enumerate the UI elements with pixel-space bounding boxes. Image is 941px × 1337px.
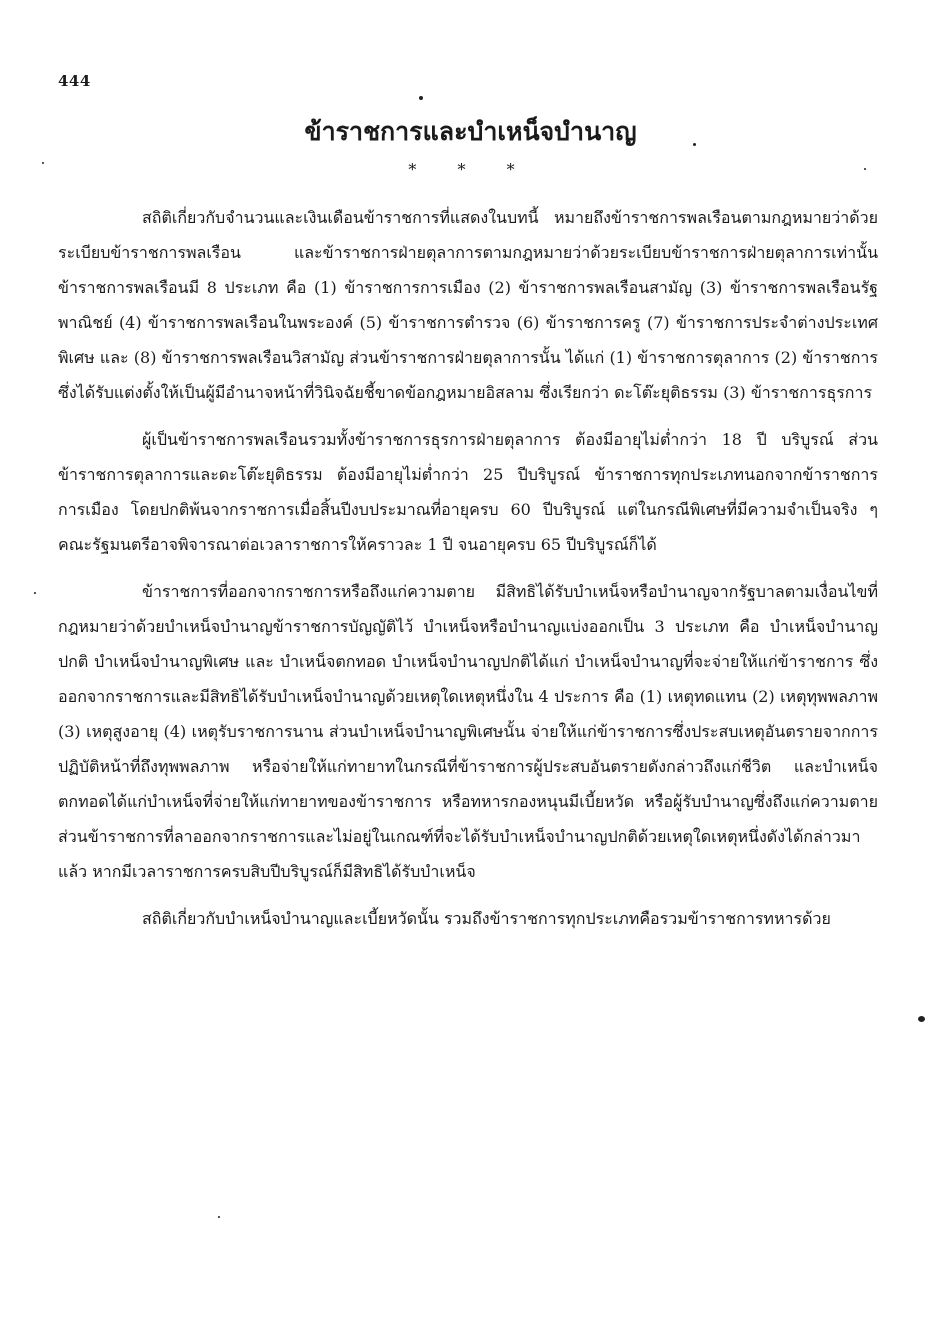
body-text — [58, 200, 878, 948]
paragraph-1: สถิติเกี่ยวกับจำนวนและเงินเดือนข้าราชการที่แสดงในบทนี้ หมายถึงข้าราชการพลเรือนตามกฎหมายว่าด้วยระเบียบข้าราชการพลเรือน และข้าราชการฝ่ายตุลาการตามกฎหมายว่าด้วยระเบียบข้าราชการฝ่ายตุลาการเท่านั้น ข้าราชการพลเรือนมี 8 ประเภท คือ (1) ข้าราชการการเมือง (2) ข้าราชการพลเรือนสามัญ (3) ข้าราชการพลเรือนรัฐพาณิชย์ (4) ข้าราชการพลเรือนในพระองค์ (5) ข้าราชการตำรวจ (6) ข้าราชการครู (7) ข้าราชการประจำต่างประเทศพิเศษ และ (8) ข้าราชการพลเรือนวิสามัญ ส่วนข้าราชการฝ่ายตุลาการนั้น ได้แก่ (1) ข้าราชการตุลาการ (2) ข้าราชการซึ่งได้รับแต่งตั้งให้เป็นผู้มีอำนาจหน้าที่วินิจฉัยชี้ขาดข้อกฎหมายอิสลาม ซึ่งเรียกว่า ดะโต๊ะยุติธรรม (3) ข้าราชการธุรการ — [58, 208, 878, 402]
scan-speck — [42, 162, 44, 164]
scan-speck — [864, 168, 866, 170]
scan-speck — [918, 1016, 925, 1022]
page-number: 444 — [58, 72, 91, 90]
paragraph-2: ผู้เป็นข้าราชการพลเรือนรวมทั้งข้าราชการธุรการฝ่ายตุลาการ ต้องมีอายุไม่ต่ำกว่า 18 ปี บริบูรณ์ ส่วนข้าราชการตุลาการและดะโต๊ะยุติธรรม ต้องมีอายุไม่ต่ำกว่า 25 ปีบริบูรณ์ ข้าราชการทุกประเภทนอกจากข้าราชการการเมือง โดยปกติพ้นจากราชการเมื่อสิ้นปีงบประมาณที่อายุครบ 60 ปีบริบูรณ์ แต่ในกรณีพิเศษที่มีความจำเป็นจริง ๆ คณะรัฐมนตรีอาจพิจารณาต่อเวลาราชการให้คราวละ 1 ปี จนอายุครบ 65 ปีบริบูรณ์ก็ได้ — [58, 430, 878, 554]
scan-speck — [419, 96, 423, 100]
page-title: ข้าราชการและบำเหน็จบำนาญ — [304, 117, 637, 146]
title-ornament: * * * — [408, 160, 533, 179]
scan-speck — [34, 592, 36, 594]
paragraph-4: สถิติเกี่ยวกับบำเหน็จบำนาญและเบี้ยหวัดนั้น รวมถึงข้าราชการทุกประเภทคือรวมข้าราชการทหารด้วย — [142, 909, 831, 928]
scan-speck — [693, 143, 696, 146]
scan-speck — [218, 1216, 220, 1218]
paragraph-3: ข้าราชการที่ออกจากราชการหรือถึงแก่ความตาย มีสิทธิได้รับบำเหน็จหรือบำนาญจากรัฐบาลตามเงื่อนไขที่กฎหมายว่าด้วยบำเหน็จบำนาญข้าราชการบัญญัติไว้ บำเหน็จหรือบำนาญแบ่งออกเป็น 3 ประเภท คือ บำเหน็จบำนาญปกติ บำเหน็จบำนาญพิเศษ และ บำเหน็จตกทอด บำเหน็จบำนาญปกติได้แก่ บำเหน็จบำนาญที่จะจ่ายให้แก่ข้าราชการ ซึ่งออกจากราชการและมีสิทธิได้รับบำเหน็จบำนาญด้วยเหตุใดเหตุหนึ่งใน 4 ประการ คือ (1) เหตุทดแทน (2) เหตุทุพพลภาพ (3) เหตุสูงอายุ (4) เหตุรับราชการนาน ส่วนบำเหน็จบำนาญพิเศษนั้น จ่ายให้แก่ข้าราชการซึ่งประสบเหตุอันตรายจากการปฏิบัติหน้าที่ถึงทุพพลภาพ หรือจ่ายให้แก่ทายาทในกรณีที่ข้าราชการผู้ประสบอันตรายดังกล่าวถึงแก่ชีวิต และบำเหน็จตกทอดได้แก่บำเหน็จที่จ่ายให้แก่ทายาทของข้าราชการ หรือทหารกองหนุนมีเบี้ยหวัด หรือผู้รับบำนาญซึ่งถึงแก่ความตาย ส่วนข้าราชการที่ลาออกจากราชการและไม่อยู่ในเกณฑ์ที่จะได้รับบำเหน็จบำนาญปกติด้วยเหตุใดเหตุหนึ่งดังได้กล่าวมาแล้ว หากมีเวลาราชการครบสิบปีบริบูรณ์ก็มีสิทธิได้รับบำเหน็จ — [58, 582, 878, 881]
